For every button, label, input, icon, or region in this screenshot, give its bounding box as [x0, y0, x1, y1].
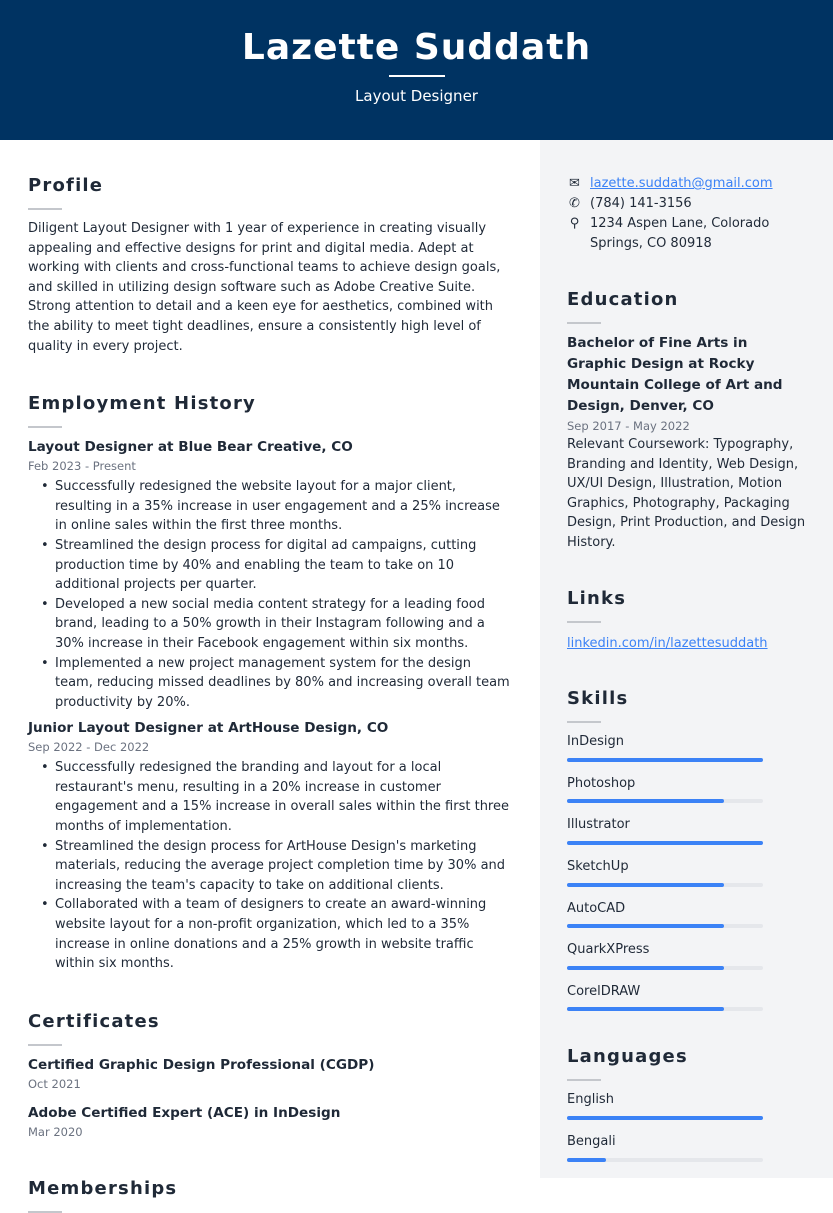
certificate-title: Certified Graphic Design Professional (CGDP): [28, 1056, 375, 1073]
skill-item: [567, 815, 806, 845]
level-bar: [567, 758, 763, 762]
education-date: Sep 2017 - May 2022: [567, 419, 690, 433]
sidebar: [540, 140, 833, 1178]
job-bullets: [28, 477, 512, 712]
certificate-date: Mar 2020: [28, 1124, 83, 1139]
level-fill: [567, 966, 724, 970]
level-fill: [567, 799, 724, 803]
item-name: English: [567, 1092, 614, 1108]
phone-number: (784) 141-3156: [590, 196, 692, 211]
memberships-section: [28, 1177, 512, 1213]
email-link[interactable]: lazette.suddath@gmail.com: [590, 176, 773, 191]
divider: [28, 208, 62, 210]
section-heading: Languages: [567, 1046, 688, 1068]
section-heading: Certificates: [28, 1010, 160, 1032]
level-fill: [567, 883, 724, 887]
certificate-title: Adobe Certified Expert (ACE) in InDesign: [28, 1104, 341, 1121]
item-name: QuarkXPress: [567, 942, 650, 958]
section-heading: Links: [567, 587, 627, 609]
map-pin-icon: ⚲: [569, 216, 580, 231]
item-name: Bengali: [567, 1133, 616, 1149]
education-text: Relevant Coursework: Typography, Branding and Identity, Web Design, UX/UI Design, Illustration, Motion Graphics, Photography, Packaging Design, Print Production, and Design History.: [567, 437, 806, 550]
item-name: Photoshop: [567, 775, 636, 791]
item-name: InDesign: [567, 734, 624, 750]
level-bar: [567, 799, 763, 803]
bullet-item: • Streamlined the design process for digital ad campaigns, cutting production time by 40% and enabling the team to take on 10 additional projects per quarter.: [28, 536, 512, 595]
item-name: Illustrator: [567, 817, 630, 833]
language-item: [567, 1090, 806, 1120]
main-column: [0, 140, 540, 1199]
bullet-item: • Successfully redesigned the branding and layout for a local restaurant's menu, resulting in a 20% increase in customer engagement and a 15% increase in overall sales within the first three months of implementation.: [28, 758, 512, 836]
level-bar: [567, 1158, 763, 1162]
phone-icon: ✆: [569, 196, 580, 211]
envelope-icon: ✉: [569, 176, 580, 191]
certificate-date: Oct 2021: [28, 1076, 81, 1091]
bullet-item: • Successfully redesigned the website layout for a major client, resulting in a 35% increase in user engagement and a 25% increase in online sales within the first three months.: [28, 477, 512, 536]
job-bullets: [28, 758, 512, 974]
links-section: [567, 587, 806, 654]
section-heading: Profile: [28, 175, 104, 196]
candidate-title: Layout Designer: [355, 87, 478, 105]
job-date: Feb 2023 - Present: [28, 459, 136, 474]
certificate-entry: [28, 1103, 512, 1141]
item-name: AutoCAD: [567, 900, 626, 916]
divider: [28, 426, 62, 428]
level-fill: [567, 1116, 763, 1120]
certificate-entry: [28, 1055, 512, 1093]
divider: [567, 621, 601, 623]
job-entry: [28, 718, 512, 974]
section-heading: Skills: [567, 688, 629, 710]
profile-text: Diligent Layout Designer with 1 year of experience in creating visually appealing and effective designs for print and digital media. Adept at working with clients and cross-functional teams to achieve design goals, and skilled in utilizing design software such as Adobe Creative Suite. Strong attention to detail and a keen eye for aesthetics, combined with the ability to meet tight deadlines, ensure a consistently high level of quality in every project.: [28, 221, 501, 354]
job-entry: [28, 437, 512, 712]
level-bar: [567, 883, 763, 887]
level-bar: [567, 1116, 763, 1120]
skill-item: [567, 982, 806, 1012]
education-section: [567, 288, 806, 553]
job-title: Layout Designer at Blue Bear Creative, CO: [28, 439, 353, 456]
item-name: CorelDRAW: [567, 983, 641, 999]
profile-section: [28, 174, 512, 356]
bullet-item: • Collaborated with a team of designers to create an award-winning website layout for a non-profit organization, which led to a 35% increase in online donations and a 25% growth in website traffic within six months.: [28, 895, 512, 973]
bullet-item: • Developed a new social media content strategy for a leading food brand, leading to a 50% growth in their Instagram following and a 30% increase in their Facebook engagement within six months.: [28, 595, 512, 654]
level-fill: [567, 1007, 724, 1011]
skill-item: [567, 899, 806, 929]
languages-section: [567, 1045, 806, 1161]
section-heading: Employment History: [28, 393, 256, 415]
level-bar: [567, 924, 763, 928]
bullet-item: • Implemented a new project management system for the design team, reducing missed deadlines by 80% and increasing overall team productivity by 20%.: [28, 654, 512, 713]
degree-title: Bachelor of Fine Arts in Graphic Design at Rocky Mountain College of Art and Design, Denver, CO: [567, 335, 783, 414]
divider: [28, 1044, 62, 1046]
divider: [567, 721, 601, 723]
job-title: Junior Layout Designer at ArtHouse Design, CO: [28, 720, 389, 737]
skills-section: [567, 687, 806, 1011]
item-name: SketchUp: [567, 858, 629, 874]
skill-item: [567, 857, 806, 887]
level-bar: [567, 966, 763, 970]
section-heading: Memberships: [28, 1177, 178, 1199]
candidate-name: Lazette Suddath: [241, 27, 592, 68]
resume-header: [0, 0, 833, 140]
level-bar: [567, 841, 763, 845]
level-fill: [567, 924, 724, 928]
certificates-section: [28, 1010, 512, 1141]
bullet-item: • Streamlined the design process for ArtHouse Design's marketing materials, reducing the average project completion time by 30% and increasing the team's capacity to take on additional clients.: [28, 837, 512, 896]
contact-section: [567, 174, 806, 254]
divider: [567, 322, 601, 324]
skill-item: [567, 774, 806, 804]
language-item: [567, 1132, 806, 1162]
divider: [389, 75, 445, 77]
level-fill: [567, 758, 763, 762]
skill-item: [567, 732, 806, 762]
divider: [567, 1079, 601, 1081]
level-fill: [567, 1158, 606, 1162]
level-fill: [567, 841, 763, 845]
job-date: Sep 2022 - Dec 2022: [28, 740, 150, 755]
section-heading: Education: [567, 289, 679, 310]
address: 1234 Aspen Lane, Colorado Springs, CO 80918: [590, 216, 770, 251]
linkedin-link[interactable]: linkedin.com/in/lazettesuddath: [567, 635, 768, 651]
skill-item: [567, 940, 806, 970]
employment-section: [28, 392, 512, 974]
level-bar: [567, 1007, 763, 1011]
